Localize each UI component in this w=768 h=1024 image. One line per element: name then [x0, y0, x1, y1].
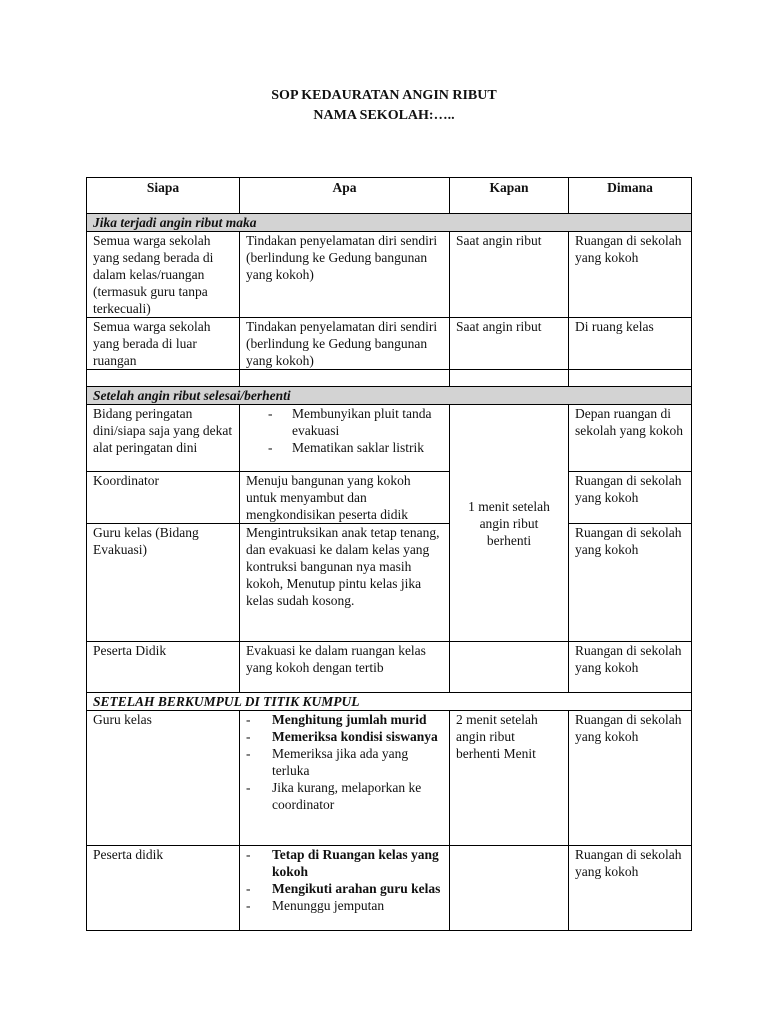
cell-apa: Mengintruksikan anak tetap tenang, dan evakuasi ke dalam kelas yang kontruksi bangunan nya masih kokoh, Menutup pintu kelas jika kelas sudah kosong. [240, 524, 450, 642]
cell-apa: Tindakan penyelamatan diri sendiri (berlindung ke Gedung bangunan yang kokoh) [240, 232, 450, 318]
header-row [87, 178, 692, 214]
cell-apa [240, 405, 450, 472]
cell-dimana: Depan ruangan di sekolah yang kokoh [569, 405, 692, 472]
list-item: - Memeriksa jika ada yang terluka [246, 745, 443, 779]
table-row [87, 524, 692, 642]
cell-kapan: Saat angin ribut [450, 318, 569, 370]
school-name: NAMA SEKOLAH:….. [313, 108, 455, 123]
list-item: - Menghitung jumlah murid [246, 711, 443, 728]
cell-apa: Evakuasi ke dalam ruangan kelas yang kokoh dengan tertib [240, 642, 450, 693]
cell-siapa: Guru kelas (Bidang Evakuasi) [87, 524, 240, 642]
cell-apa: Menuju bangunan yang kokoh untuk menyambut dan mengkondisikan peserta didik [240, 472, 450, 524]
sop-table [86, 177, 692, 931]
cell-dimana: Ruangan di sekolah yang kokoh [569, 846, 692, 931]
section-title: Setelah angin ribut selesai/berhenti [87, 387, 692, 405]
cell-siapa: Semua warga sekolah yang berada di luar ruangan [87, 318, 240, 370]
section-row [87, 693, 692, 711]
list-item: - Mengikuti arahan guru kelas [246, 880, 443, 897]
table-row [87, 711, 692, 846]
cell-dimana: Ruangan di sekolah yang kokoh [569, 232, 692, 318]
section-row [87, 387, 692, 405]
cell-kapan: Saat angin ribut [450, 232, 569, 318]
list-item: - Memeriksa kondisi siswanya [246, 728, 443, 745]
cell-apa: Tindakan penyelamatan diri sendiri (berlindung ke Gedung bangunan yang kokoh) [240, 318, 450, 370]
apa-list [246, 711, 443, 813]
cell-dimana: Ruangan di sekolah yang kokoh [569, 524, 692, 642]
cell-kapan: 1 menit setelah angin ribut berhenti [450, 405, 569, 642]
header-kapan: Kapan [450, 178, 569, 214]
table-row [87, 642, 692, 693]
table-row [87, 405, 692, 472]
cell-apa [240, 711, 450, 846]
cell-siapa: Semua warga sekolah yang sedang berada di dalam kelas/ruangan (termasuk guru tanpa terkecuali) [87, 232, 240, 318]
table-row [87, 318, 692, 370]
cell-dimana: Ruangan di sekolah yang kokoh [569, 711, 692, 846]
list-item: - Tetap di Ruangan kelas yang kokoh [246, 846, 443, 880]
cell-kapan: 2 menit setelah angin ribut berhenti Menit [450, 711, 569, 846]
cell-dimana: Ruangan di sekolah yang kokoh [569, 472, 692, 524]
table-row [87, 232, 692, 318]
section-row [87, 214, 692, 232]
list-item: - Jika kurang, melaporkan ke coordinator [246, 779, 443, 813]
cell-apa [240, 846, 450, 931]
list-item: - Mematikan saklar listrik [246, 439, 443, 456]
cell-dimana: Ruangan di sekolah yang kokoh [569, 642, 692, 693]
table-row [87, 846, 692, 931]
cell-siapa: Peserta Didik [87, 642, 240, 693]
apa-list [246, 846, 443, 914]
list-item: - Menunggu jemputan [246, 897, 443, 914]
list-item: - Membunyikan pluit tanda evakuasi [246, 405, 443, 439]
document-title: SOP KEDAURATAN ANGIN RIBUT [271, 88, 497, 103]
section-title: SETELAH BERKUMPUL DI TITIK KUMPUL [87, 693, 692, 711]
header-apa: Apa [240, 178, 450, 214]
cell-siapa: Peserta didik [87, 846, 240, 931]
cell-siapa: Guru kelas [87, 711, 240, 846]
header-dimana: Dimana [569, 178, 692, 214]
cell-siapa: Koordinator [87, 472, 240, 524]
header-siapa: Siapa [87, 178, 240, 214]
cell-siapa: Bidang peringatan dini/siapa saja yang dekat alat peringatan dini [87, 405, 240, 472]
empty-row [87, 370, 692, 387]
section-title: Jika terjadi angin ribut maka [87, 214, 692, 232]
apa-list [246, 405, 443, 456]
table-row [87, 472, 692, 524]
cell-dimana: Di ruang kelas [569, 318, 692, 370]
